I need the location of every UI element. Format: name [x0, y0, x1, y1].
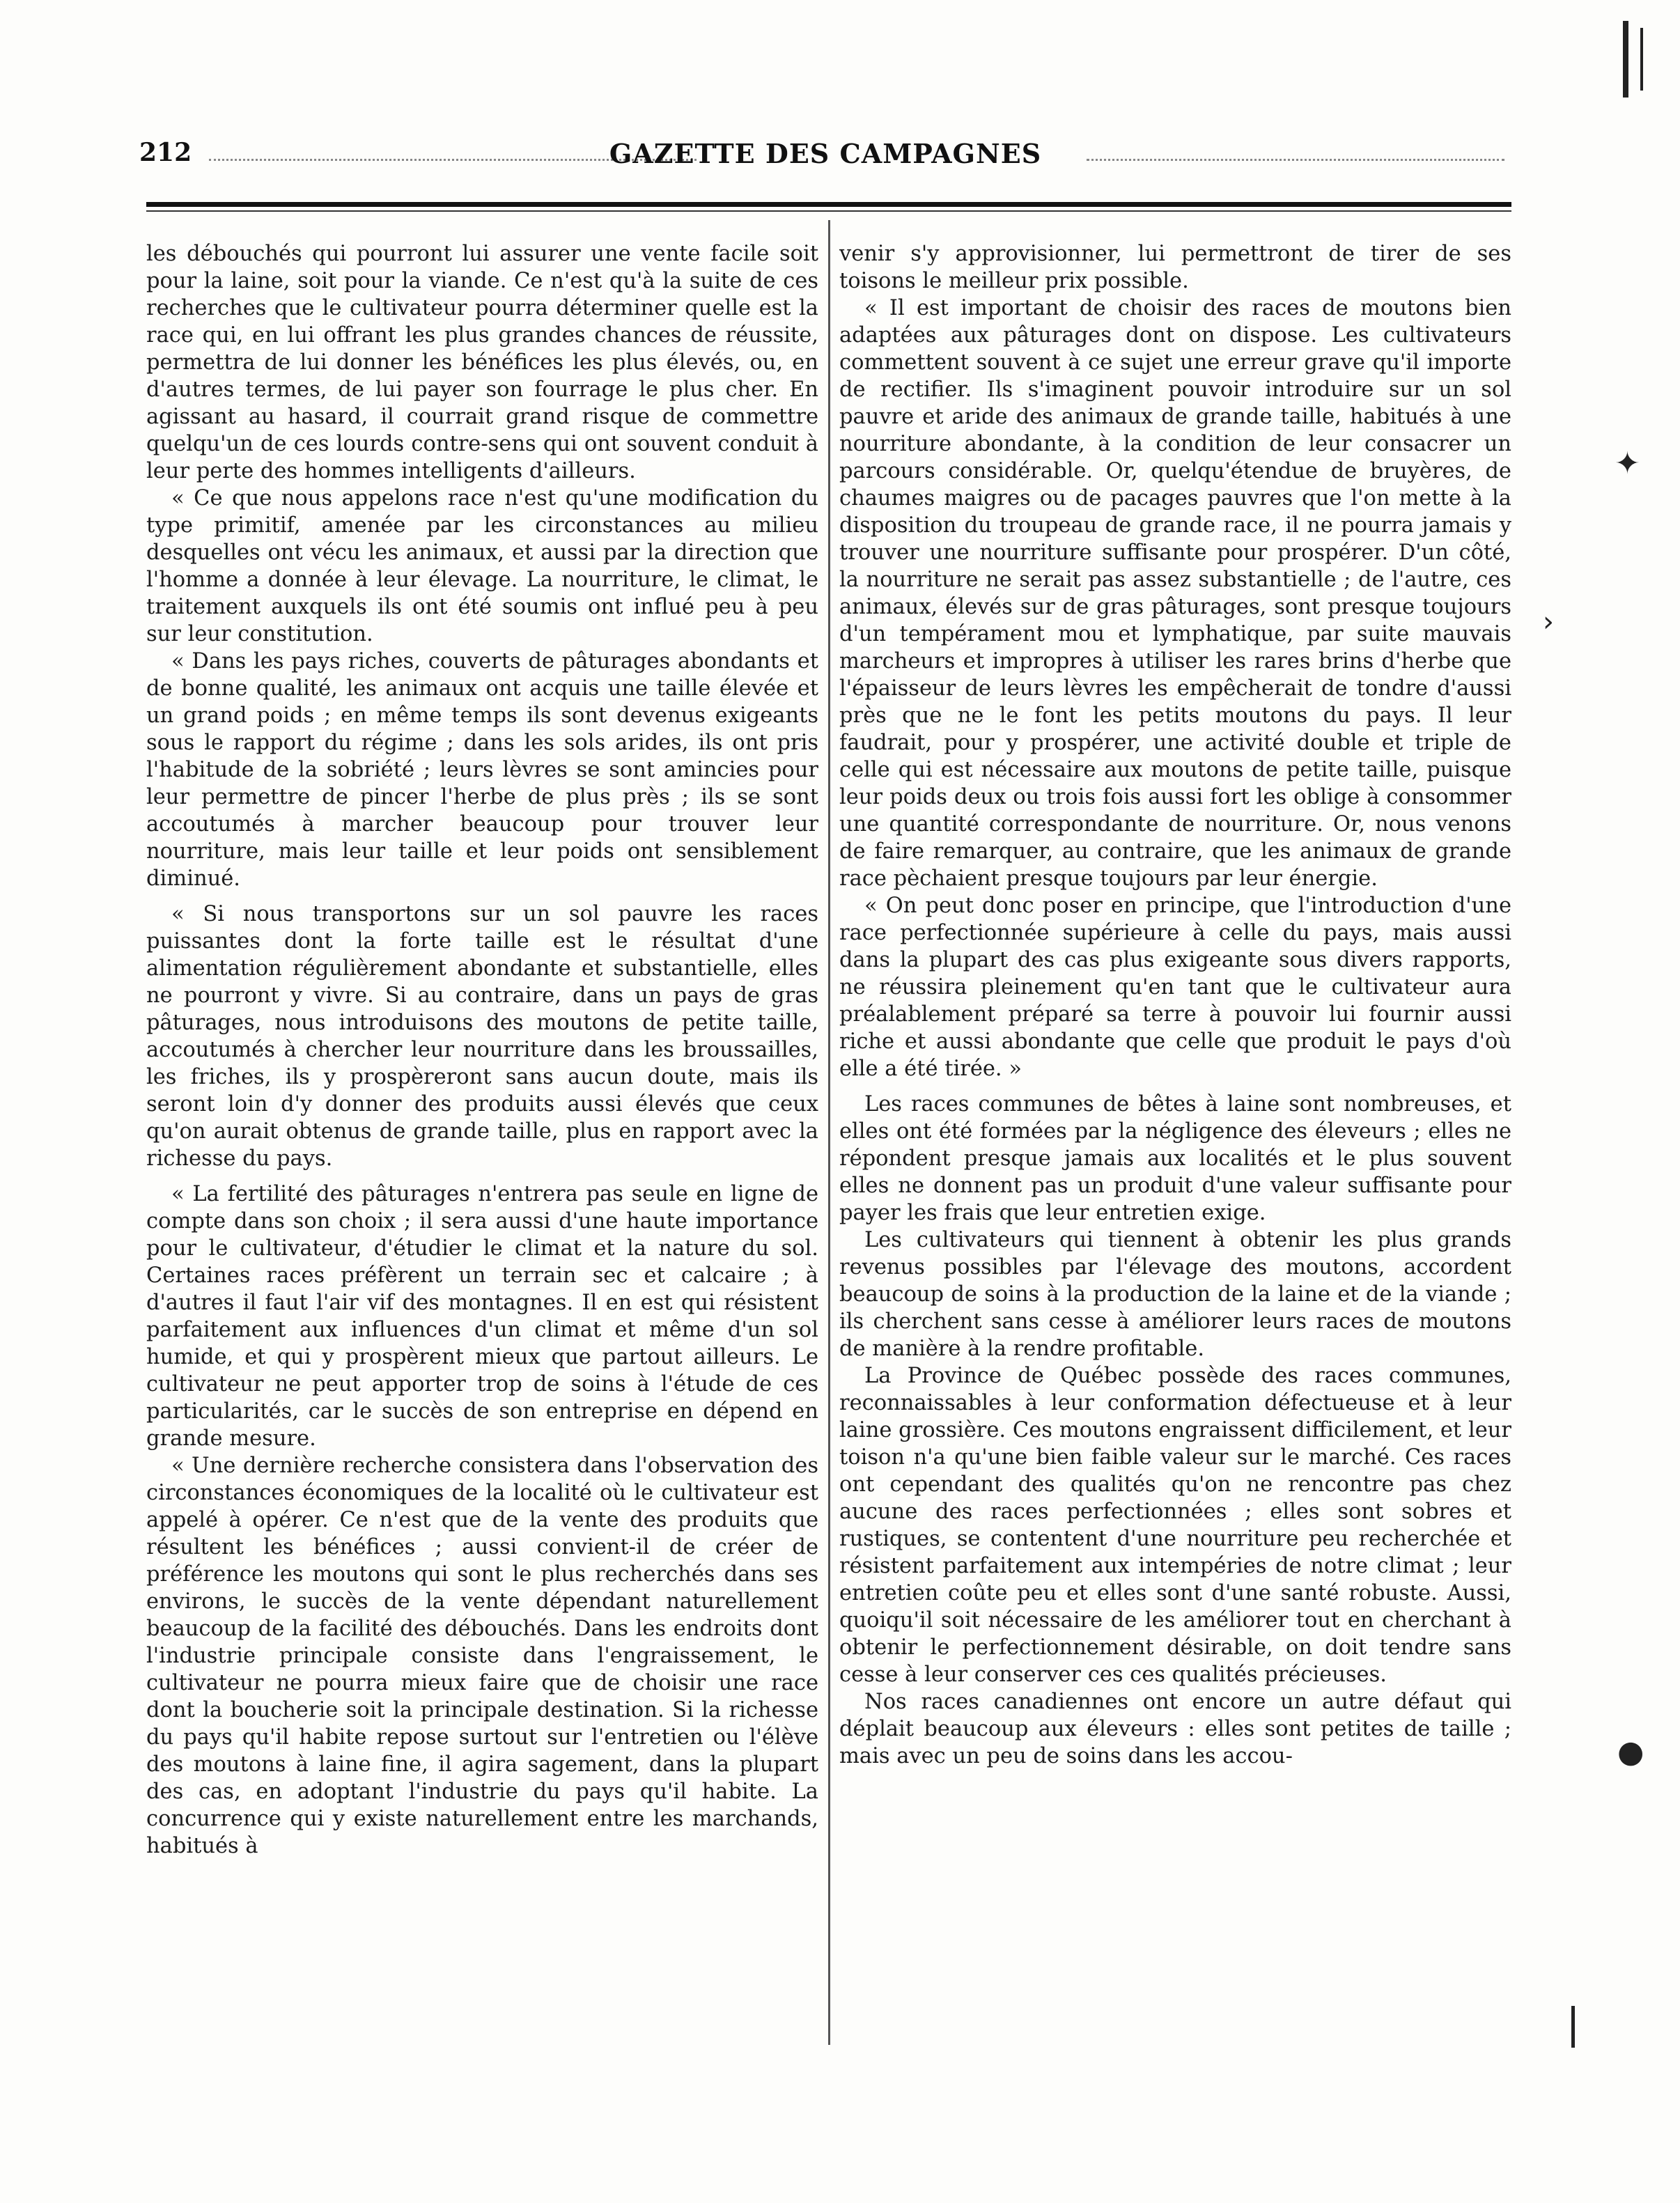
paragraph: les débouchés qui pourront lui assurer une vente facile soit pour la laine, soit pour la viande. Ce n'est qu'à la suite de ces recherches que le cultivateur pourra déterminer quelle est la race qui, en lui offrant les plus grandes chances de réussite, permettra de lui donner les bénéfices les plus élevés, ou, en d'autres termes, de lui payer son fourrage le plus cher. En agissant au hasard, il courrait grand risque de commettre quelqu'un de ces lourds contre-sens qui ont souvent conduit à leur perte des hommes intelligents d'ailleurs. [146, 242, 818, 483]
ink-speck-icon: ● [1617, 1734, 1644, 1770]
page-header [139, 138, 1511, 173]
header-leader-right [1087, 159, 1504, 161]
paragraph: venir s'y approvisionner, lui permettront de tirer de ses toisons le meilleur prix possible. [839, 242, 1511, 293]
ink-speck-icon: ✦ [1615, 446, 1640, 481]
left-column [146, 240, 818, 1860]
page-number: 212 [139, 138, 192, 167]
paragraph: La Province de Québec possède des races communes, reconnaissables à leur conformation défectueuse et à leur laine grossière. Ces moutons engraissent difficilement, et leur toison n'a qu'une bien faible valeur sur le marché. Ces races ont cependant des qualités qu'on ne rencontre pas chez aucune des races perfectionnées ; elles sont sobres et rustiques, se contentent d'une nourriture peu recherchée et résistent parfaitement aux intempéries de notre climat ; leur entretien coûte peu et elles sont d'une santé robuste. Aussi, quoiqu'il soit nécessaire de les améliorer tout en cherchant à obtenir le perfectionnement désirable, on doit tendre sans cesse à leur conserver ces ces qualités précieuses. [839, 1364, 1511, 1687]
margin-bar-top-right-2 [1640, 28, 1643, 91]
margin-bar-top-right [1623, 21, 1628, 98]
right-column [839, 240, 1511, 1770]
paragraph: « Il est important de choisir des races de moutons bien adaptées aux pâturages dont on dispose. Les cultivateurs commettent souvent à ce sujet une erreur grave qu'il importe de rectifier. Ils s'imaginent pouvoir introduire sur un sol pauvre et aride des animaux de grande taille, habitués à une nourriture abondante, à la condition de leur consacrer un parcours considérable. Or, quelqu'étendue de bruyères, de chaumes maigres ou de pacages pauvres que l'on mette à la disposition du troupeau de grande race, il ne pourra jamais y trouver une nourriture suffisante pour prospérer. D'un côté, la nourriture ne serait pas assez substantielle ; de l'autre, ces animaux, élevés sur de gras pâturages, sont presque toujours d'un tempérament mou et lymphatique, par suite mauvais marcheurs et impropres à utiliser les rares brins d'herbe que l'épaisseur de leurs lèvres les empêcherait de tondre d'aussi près que ne le font les petits moutons du pays. Il leur faudrait, pour y prospérer, une activité double et triple de celle qui est nécessaire aux moutons de petite taille, puisque leur poids deux ou trois fois aussi fort les oblige à consommer une quantité correspondante de nourriture. Or, nous venons de faire remarquer, au contraire, que les animaux de grande race pèchaient presque toujours par leur énergie. [839, 296, 1511, 891]
margin-bar-bottom-right [1571, 2006, 1575, 2048]
bleed-through-header [139, 85, 1463, 113]
journal-title: GAZETTE DES CAMPAGNES [609, 138, 1042, 169]
column-divider [828, 220, 830, 2045]
paragraph: Nos races canadiennes ont encore un autre défaut qui déplait beaucoup aux éleveurs : elles sont petites de taille ; mais avec un peu de soins dans les accou- [839, 1690, 1511, 1768]
paragraph: « On peut donc poser en principe, que l'introduction d'une race perfectionnée supérieure à celle du pays, mais aussi dans la plupart des cas plus exigeante sous divers rapports, ne réussira pleinement qu'en tant que le cultivateur aura préalablement préparé sa terre à pouvoir lui fournir aussi riche et aussi abondante que celle que produit le pays d'où elle a été tirée. » [839, 894, 1511, 1081]
paragraph: Les races communes de bêtes à laine sont nombreuses, et elles ont été formées par la négligence des éleveurs ; elles ne répondent presque jamais aux localités et le plus souvent elles ne donnent pas un produit d'une valeur suffisante pour payer les frais que leur entretien exige. [839, 1092, 1511, 1225]
ink-speck-icon: › [1543, 606, 1554, 638]
header-rule-thin [146, 210, 1511, 212]
paragraph: « Dans les pays riches, couverts de pâturages abondants et de bonne qualité, les animaux ont acquis une taille élevée et un grand poids ; en même temps ils sont devenus exigeants sous le rapport du régime ; dans les sols arides, ils ont pris l'habitude de la sobriété ; leurs lèvres se sont amincies pour leur permettre de pincer l'herbe de plus près ; ils se sont accoutumés à marcher beaucoup pour trouver leur nourriture, mais leur taille et leur poids ont sensiblement diminué. [146, 649, 818, 891]
paragraph: « Ce que nous appelons race n'est qu'une modification du type primitif, amenée par les circonstances au milieu desquelles ont vécu les animaux, et aussi par la direction que l'homme a donnée à leur élevage. La nourriture, le climat, le traitement auxquels ils ont été soumis ont influé peu à peu sur leur constitution. [146, 486, 818, 646]
paragraph: « Une dernière recherche consistera dans l'observation des circonstances économiques de la localité où le cultivateur est appelé à opérer. Ce n'est que de la vente des produits que résultent les bénéfices ; aussi convient-il de créer de préférence les moutons qui sont le plus recherchés dans ses environs, le succès de la vente dépendant naturellement beaucoup de la facilité des débouchés. Dans les endroits dont l'industrie principale consiste dans l'engraissement, le cultivateur ne pourra mieux faire que de choisir une race dont la boucherie soit la principale destination. Si la richesse du pays qu'il habite repose surtout sur l'entretien ou l'élève des moutons à laine fine, il agira sagement, dans la plupart des cas, en adoptant l'industrie du pays qu'il habite. La concurrence qui y existe naturellement entre les marchands, habitués à [146, 1454, 818, 1858]
paragraph: Les cultivateurs qui tiennent à obtenir les plus grands revenus possibles par l'élevage des moutons, accordent beaucoup de soins à la production de la laine et de la viande ; ils cherchent sans cesse à améliorer leurs races de moutons de manière à la rendre profitable. [839, 1228, 1511, 1361]
header-rule-thick [146, 202, 1511, 207]
paragraph: « Si nous transportons sur un sol pauvre les races puissantes dont la forte taille est le résultat d'une alimentation régulièrement abondante et substantielle, elles ne pourront y vivre. Si au contraire, dans un pays de gras pâturages, nous introduisons des moutons de petite taille, accoutumés à chercher leur nourriture dans les broussailles, les friches, ils y prospèreront sans aucun doute, mais ils seront loin d'y donner des produits aussi élevés que ceux qu'on aurait obtenus de grande taille, plus en rapport avec la richesse du pays. [146, 902, 818, 1171]
paragraph: « La fertilité des pâturages n'entrera pas seule en ligne de compte dans son choix ; il sera aussi d'une haute importance pour le cultivateur, d'étudier le climat et la nature du sol. Certaines races préfèrent un terrain sec et calcaire ; à d'autres il faut l'air vif des montagnes. Il en est qui résistent parfaitement aux influences d'un climat et même d'un sol humide, et qui y prospèrent mieux que partout ailleurs. Le cultivateur ne peut apporter trop de soins à l'étude de ces particularités, car le succès de son entreprise en dépend en grande mesure. [146, 1182, 818, 1451]
